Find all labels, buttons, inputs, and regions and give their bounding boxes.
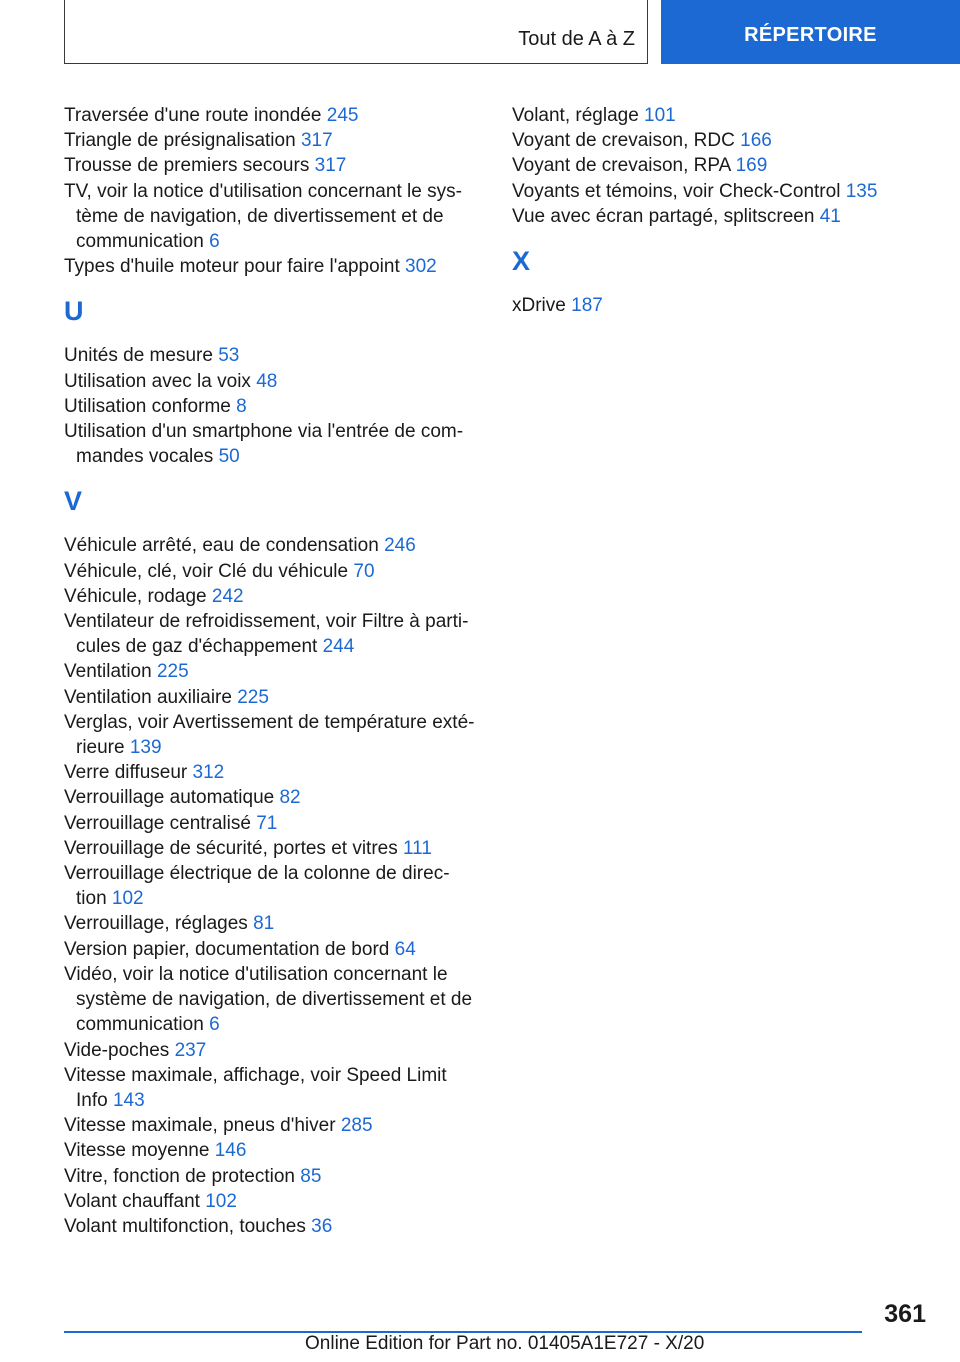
index-entry xyxy=(64,179,484,255)
index-entry xyxy=(64,937,484,962)
tab-label: RÉPERTOIRE xyxy=(744,23,877,46)
page-reference-link[interactable]: 135 xyxy=(845,180,878,202)
index-entry xyxy=(64,153,484,178)
index-entry-text: Volant chauffant xyxy=(64,1190,200,1212)
index-entry-text: tion xyxy=(76,888,107,910)
page-reference-link[interactable]: 312 xyxy=(192,762,225,784)
index-entry xyxy=(512,103,912,128)
page-reference-link[interactable]: 285 xyxy=(340,1115,373,1137)
page-reference-link[interactable]: 187 xyxy=(571,295,603,317)
index-entry xyxy=(64,962,484,1038)
page-reference-link[interactable]: 36 xyxy=(311,1215,333,1237)
index-entry-text: cules de gaz d'échappement xyxy=(76,636,318,658)
index-entry-text: Utilisation d'un smartphone via l'entrée de com‐ xyxy=(64,421,464,443)
page-reference-link[interactable]: 6 xyxy=(209,1014,220,1036)
index-entry-text: mandes vocales xyxy=(76,446,214,468)
index-entry-text: Utilisation avec la voix xyxy=(64,370,251,392)
page-number: 361 xyxy=(884,1300,926,1328)
index-entry-text: Verrouillage de sécurité, portes et vitres xyxy=(64,837,398,859)
index-entry xyxy=(64,1113,484,1138)
page-reference-link[interactable]: 146 xyxy=(214,1140,247,1162)
page-reference-link[interactable]: 53 xyxy=(218,345,240,367)
index-entry-text: communication xyxy=(76,231,204,253)
page-reference-link[interactable]: 225 xyxy=(156,661,189,683)
index-entry-text: Verrouillage électrique de la colonne de direc‐ xyxy=(64,863,450,885)
page-reference-link[interactable]: 81 xyxy=(253,913,275,935)
page-reference-link[interactable]: 48 xyxy=(256,370,278,392)
index-entry xyxy=(64,343,484,368)
index-entry-text: Types d'huile moteur pour faire l'appoint xyxy=(64,256,400,278)
index-entry xyxy=(64,1038,484,1063)
index-entry xyxy=(64,1189,484,1214)
index-entry-text: Triangle de présignalisation xyxy=(64,130,296,152)
index-entry xyxy=(512,293,912,318)
index-entry-text: Utilisation conforme xyxy=(64,395,231,417)
index-entry-text: Version papier, documentation de bord xyxy=(64,938,390,960)
index-entry-text: Ventilateur de refroidissement, voir Filtre à parti‐ xyxy=(64,611,469,633)
index-letter-heading: U xyxy=(64,296,84,327)
index-entry-text: rieure xyxy=(76,737,125,759)
page-reference-link[interactable]: 71 xyxy=(256,812,278,834)
index-entry-text: Verrouillage automatique xyxy=(64,787,275,809)
index-entry xyxy=(512,153,912,178)
index-column-right xyxy=(512,103,912,318)
index-entry-text: Unités de mesure xyxy=(64,345,213,367)
index-entry-text: Véhicule arrêté, eau de condensation xyxy=(64,535,379,557)
index-entry-text: xDrive xyxy=(512,295,566,317)
index-entry xyxy=(512,128,912,153)
index-entry-text: Verrouillage, réglages xyxy=(64,913,248,935)
page-reference-link[interactable]: 242 xyxy=(211,585,244,607)
page-reference-link[interactable]: 64 xyxy=(394,938,416,960)
index-entry-text: Ventilation auxiliaire xyxy=(64,686,232,708)
page-reference-link[interactable]: 225 xyxy=(237,686,269,708)
index-entry-text: Vitesse maximale, affichage, voir Speed Limit xyxy=(64,1064,447,1086)
index-entry-text: Vitre, fonction de protection xyxy=(64,1165,295,1187)
page-reference-link[interactable]: 139 xyxy=(129,737,162,759)
index-entry-text: TV, voir la notice d'utilisation concernant le sys‐ xyxy=(64,180,462,202)
index-entry-text: Volant, réglage xyxy=(512,105,639,126)
index-entry xyxy=(64,1164,484,1189)
page-reference-link[interactable]: 111 xyxy=(403,837,432,859)
index-entry-text: Voyants et témoins, voir Check-Control xyxy=(512,180,841,202)
page-reference-link[interactable]: 41 xyxy=(819,205,841,227)
index-entry xyxy=(512,179,912,204)
index-column-left xyxy=(64,103,484,1239)
index-entry xyxy=(64,559,484,584)
index-entry xyxy=(64,1063,484,1113)
index-entry-text: Vitesse maximale, pneus d'hiver xyxy=(64,1115,336,1137)
page-reference-link[interactable]: 101 xyxy=(644,105,676,126)
index-entry-text: Véhicule, clé, voir Clé du véhicule xyxy=(64,560,349,582)
header-section-box xyxy=(64,0,648,64)
index-entry xyxy=(64,861,484,911)
index-entry xyxy=(512,204,912,229)
page-reference-link[interactable]: 169 xyxy=(735,155,768,177)
index-entry-text: Vidéo, voir la notice d'utilisation concernant le xyxy=(64,963,448,985)
page-reference-link[interactable]: 244 xyxy=(322,636,355,658)
index-entry xyxy=(64,811,484,836)
index-entry xyxy=(64,1138,484,1163)
index-entry-text: Traversée d'une route inondée xyxy=(64,105,322,126)
page-reference-link[interactable]: 6 xyxy=(209,231,220,253)
page-reference-link[interactable]: 102 xyxy=(205,1190,237,1212)
page-reference-link[interactable]: 166 xyxy=(740,130,772,152)
index-entry xyxy=(64,609,484,659)
index-entry xyxy=(64,584,484,609)
tab-repertoire[interactable] xyxy=(661,0,960,64)
index-entry xyxy=(64,1214,484,1239)
footer-edition: Online Edition for Part no. 01405A1E727 - X/20 xyxy=(305,1333,705,1354)
index-entry-text: Info xyxy=(76,1089,108,1111)
index-entry xyxy=(64,103,484,128)
page-reference-link[interactable]: 302 xyxy=(405,256,437,278)
index-letter-heading: V xyxy=(64,486,83,517)
index-entry-text: Vitesse moyenne xyxy=(64,1140,210,1162)
index-entry-text: Voyant de crevaison, RPA xyxy=(512,155,731,177)
page-reference-link[interactable]: 246 xyxy=(384,535,416,557)
index-entry xyxy=(64,254,484,279)
index-entry xyxy=(64,710,484,760)
index-entry-text: communication xyxy=(76,1014,204,1036)
index-entry xyxy=(64,911,484,936)
index-entry xyxy=(64,685,484,710)
index-entry xyxy=(64,659,484,684)
page-reference-link[interactable]: 245 xyxy=(326,105,359,126)
page-reference-link[interactable]: 8 xyxy=(236,395,247,417)
index-entry xyxy=(64,369,484,394)
page-reference-link[interactable]: 50 xyxy=(218,446,240,468)
index-entry-text: Vue avec écran partagé, splitscreen xyxy=(512,205,815,227)
page-reference-link[interactable]: 85 xyxy=(300,1165,322,1187)
page-reference-link[interactable]: 317 xyxy=(300,130,333,152)
index-entry-text: tème de navigation, de divertissement et de xyxy=(76,205,444,227)
page-reference-link[interactable]: 143 xyxy=(112,1089,145,1111)
page-reference-link[interactable]: 82 xyxy=(279,787,301,809)
index-entry-text: Voyant de crevaison, RDC xyxy=(512,130,735,152)
section-title: Tout de A à Z xyxy=(518,28,635,50)
page-reference-link[interactable]: 317 xyxy=(314,155,347,177)
index-entry xyxy=(64,394,484,419)
index-entry xyxy=(64,760,484,785)
page-reference-link[interactable]: 70 xyxy=(353,560,375,582)
index-entry-text: Véhicule, rodage xyxy=(64,585,207,607)
index-entry xyxy=(64,128,484,153)
index-entry-text: Trousse de premiers secours xyxy=(64,155,310,177)
index-entry xyxy=(64,533,484,558)
index-entry xyxy=(64,419,484,469)
index-entry-text: Verrouillage centralisé xyxy=(64,812,251,834)
index-entry-text: Vide-poches xyxy=(64,1039,170,1061)
page-reference-link[interactable]: 102 xyxy=(111,888,144,910)
index-entry xyxy=(64,836,484,861)
index-entry-text: Ventilation xyxy=(64,661,152,683)
index-entry xyxy=(64,785,484,810)
page-reference-link[interactable]: 237 xyxy=(174,1039,207,1061)
index-entry-text: Verglas, voir Avertissement de température exté‐ xyxy=(64,711,475,733)
index-entry-text: système de navigation, de divertissement et de xyxy=(76,989,473,1011)
index-letter-heading: X xyxy=(512,246,531,277)
index-entry-text: Volant multifonction, touches xyxy=(64,1215,306,1237)
index-entry-text: Verre diffuseur xyxy=(64,762,188,784)
